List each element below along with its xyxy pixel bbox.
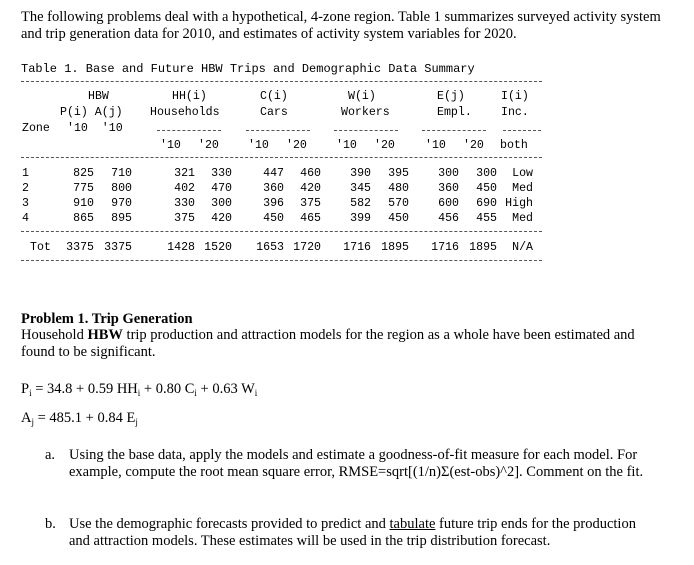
total-c20: 1720 — [293, 241, 321, 254]
empl-subdivider — [422, 130, 486, 131]
hh-year10: '10 — [160, 139, 181, 152]
cell-w10: 345 — [350, 182, 371, 195]
cell-c10: 396 — [263, 197, 284, 210]
production-equation: $P_i = 34.8 + 0.59$ $HH_i + 0.80$ $C_i + 0.63$ $W_i$ — [21, 381, 258, 398]
cell-a: 895 — [111, 212, 132, 225]
cell-w20: 570 — [388, 197, 409, 210]
item-a-text: Using the base data, apply the models and estimate a goodness-of-fit measure for each model. For example, compute the root mean square error, RMSE=sqrt[(1/n)Σ(est-obs)^2]. Comment on the fit. — [69, 447, 644, 480]
workers-subdivider — [334, 130, 398, 131]
workers-header: Workers — [341, 106, 390, 119]
total-e10: 1716 — [431, 241, 459, 254]
total-hh10: 1428 — [167, 241, 195, 254]
total-hh20: 1520 — [204, 241, 232, 254]
cell-e10: 360 — [438, 182, 459, 195]
table-divider — [21, 81, 542, 82]
pa-header: P(i) A(j) — [60, 106, 123, 119]
item-b-text: Use the demographic forecasts provided to predict and tabulate future trip ends for the production and attraction models. These estimates will be used in the trip distribution forecast. — [69, 516, 636, 549]
income-both: both — [500, 139, 528, 152]
workers-year10: '10 — [336, 139, 357, 152]
hh-header: HH(i) — [172, 90, 207, 103]
empl-header: Empl. — [437, 106, 472, 119]
cell-a: 710 — [111, 167, 132, 180]
zone-header: Zone — [22, 122, 50, 135]
cell-zone: 3 — [22, 197, 29, 210]
attraction-equation: $A_j = 485.1 + 0.84$ $E_j$ — [21, 410, 138, 427]
workers-code-header: W(i) — [348, 90, 376, 103]
cell-inc: High — [505, 197, 533, 210]
cell-w10: 390 — [350, 167, 371, 180]
cell-w20: 395 — [388, 167, 409, 180]
cell-w20: 450 — [388, 212, 409, 225]
cell-hh10: 330 — [174, 197, 195, 210]
cars-subdivider — [246, 130, 310, 131]
intro-paragraph: The following problems deal with a hypothetical, 4-zone region. Table 1 summarizes surveyed activity system and trip generation data for 2010, and estimates of activity system variables for 2020. — [21, 9, 661, 42]
cars-code-header: C(i) — [260, 90, 288, 103]
cell-p: 825 — [73, 167, 94, 180]
cell-c20: 460 — [300, 167, 321, 180]
cell-hh10: 375 — [174, 212, 195, 225]
cell-a: 800 — [111, 182, 132, 195]
cell-hh20: 300 — [211, 197, 232, 210]
cell-w10: 582 — [350, 197, 371, 210]
cell-p: 775 — [73, 182, 94, 195]
cell-hh20: 470 — [211, 182, 232, 195]
problem-description: Household HBW trip production and attraction models for the region as a whole have been estimated and found to be significant. — [21, 327, 635, 360]
hbw-header: HBW — [88, 90, 109, 103]
empl-year10: '10 — [425, 139, 446, 152]
hh-year20: '20 — [198, 139, 219, 152]
cell-hh10: 321 — [174, 167, 195, 180]
item-b — [45, 516, 665, 552]
cell-e20: 455 — [476, 212, 497, 225]
hbw-years-header: '10 '10 — [67, 122, 123, 135]
cell-c10: 360 — [263, 182, 284, 195]
cars-header: Cars — [260, 106, 288, 119]
cell-p: 865 — [73, 212, 94, 225]
cell-e20: 690 — [476, 197, 497, 210]
cell-e20: 450 — [476, 182, 497, 195]
income-subdivider — [503, 130, 541, 131]
households-header: Households — [150, 106, 220, 119]
cell-hh20: 330 — [211, 167, 232, 180]
cell-e10: 456 — [438, 212, 459, 225]
cell-p: 910 — [73, 197, 94, 210]
income-header: Inc. — [501, 106, 529, 119]
cell-c10: 450 — [263, 212, 284, 225]
empl-code-header: E(j) — [437, 90, 465, 103]
item-b-label: b. — [45, 516, 56, 532]
cell-e10: 600 — [438, 197, 459, 210]
income-code-header: I(i) — [501, 90, 529, 103]
item-a-label: a. — [45, 447, 56, 463]
cell-inc: Low — [512, 167, 533, 180]
cell-zone: 4 — [22, 212, 29, 225]
total-label: Tot — [30, 241, 51, 254]
cars-year20: '20 — [286, 139, 307, 152]
hh-subdivider — [157, 130, 221, 131]
table-divider — [21, 231, 542, 232]
workers-year20: '20 — [374, 139, 395, 152]
cell-e20: 300 — [476, 167, 497, 180]
total-e20: 1895 — [469, 241, 497, 254]
item-a — [45, 447, 665, 499]
cell-inc: Med — [512, 212, 533, 225]
total-inc: N/A — [512, 241, 533, 254]
total-p: 3375 — [66, 241, 94, 254]
cell-hh20: 420 — [211, 212, 232, 225]
total-w10: 1716 — [343, 241, 371, 254]
total-a: 3375 — [104, 241, 132, 254]
total-w20: 1895 — [381, 241, 409, 254]
cell-zone: 1 — [22, 167, 29, 180]
empl-year20: '20 — [463, 139, 484, 152]
cell-c10: 447 — [263, 167, 284, 180]
cell-c20: 465 — [300, 212, 321, 225]
cell-inc: Med — [512, 182, 533, 195]
cell-c20: 375 — [300, 197, 321, 210]
total-c10: 1653 — [256, 241, 284, 254]
cell-w20: 480 — [388, 182, 409, 195]
cell-hh10: 402 — [174, 182, 195, 195]
cell-w10: 399 — [350, 212, 371, 225]
cars-year10: '10 — [248, 139, 269, 152]
table-divider — [21, 157, 542, 158]
table-divider — [21, 260, 542, 261]
table-caption: Table 1. Base and Future HBW Trips and Demographic Data Summary — [21, 62, 475, 76]
cell-c20: 420 — [300, 182, 321, 195]
problem-title: Problem 1. Trip Generation — [21, 311, 193, 327]
cell-zone: 2 — [22, 182, 29, 195]
cell-e10: 300 — [438, 167, 459, 180]
cell-a: 970 — [111, 197, 132, 210]
